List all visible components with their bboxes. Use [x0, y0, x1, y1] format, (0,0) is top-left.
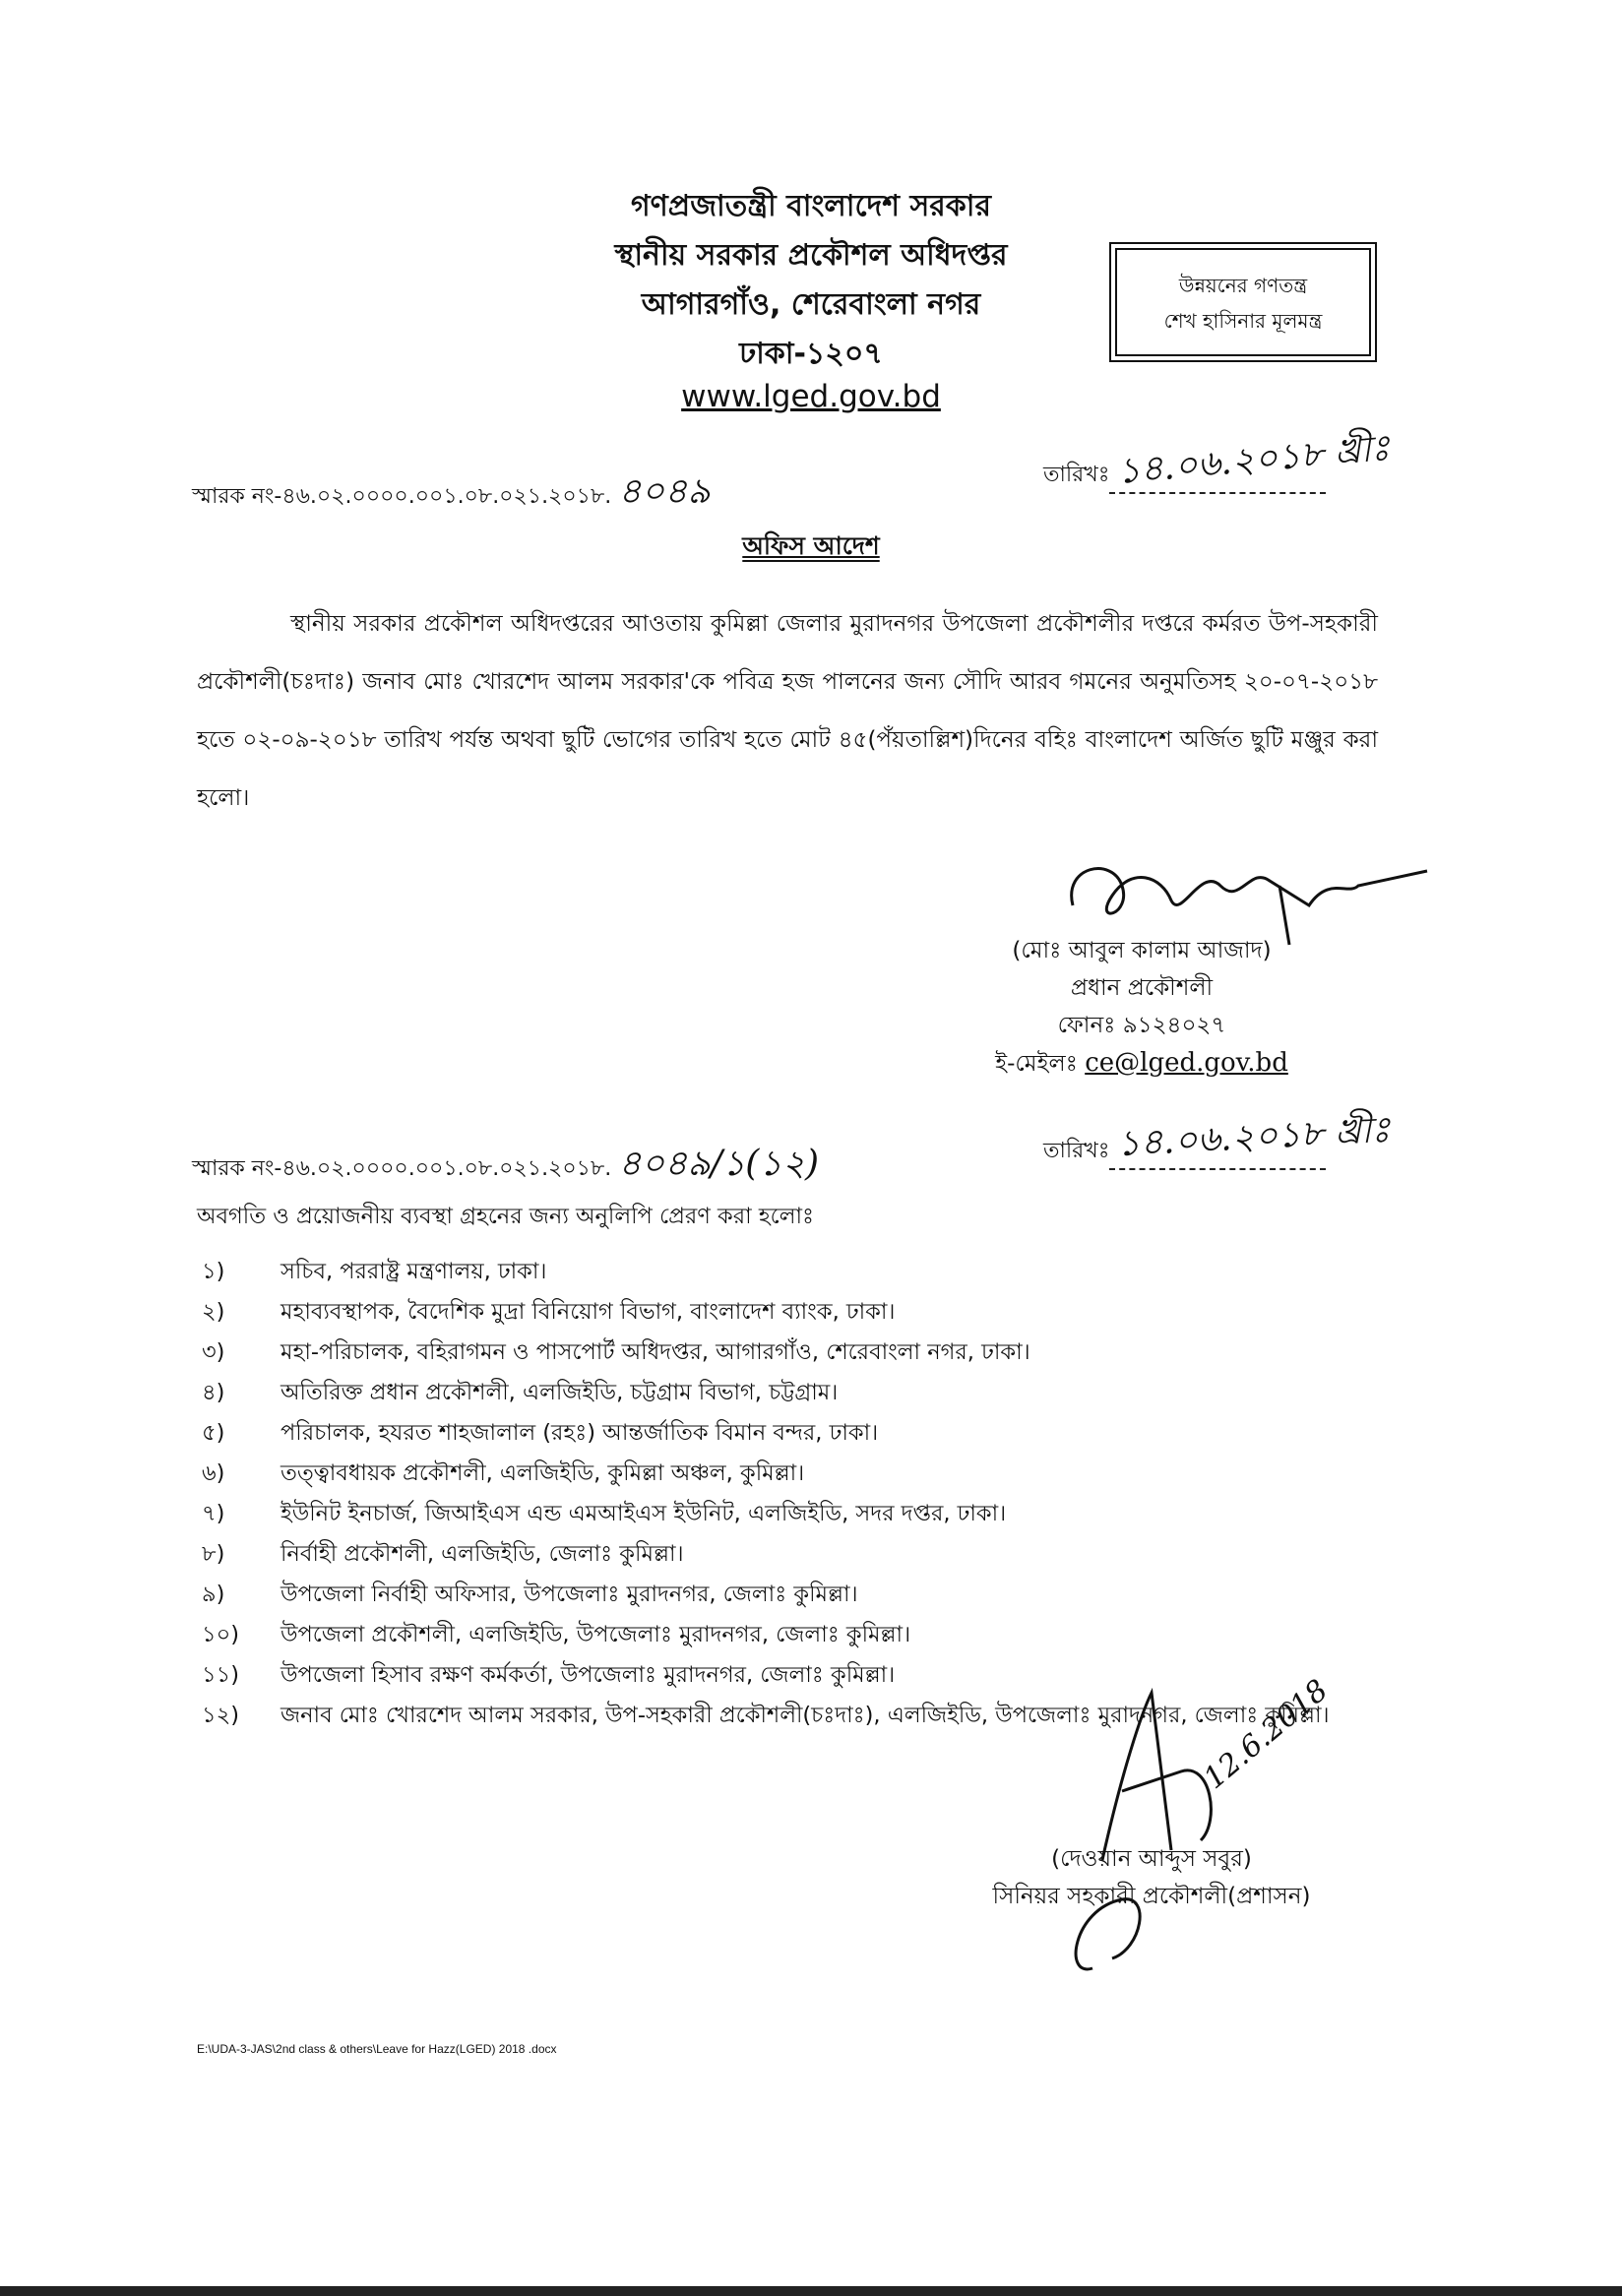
slogan-box	[1115, 248, 1371, 356]
list-item	[202, 1413, 1422, 1454]
slogan-line1: উন্নয়নের গণতন্ত্র	[1178, 274, 1308, 297]
memo-number	[192, 465, 711, 524]
file-path-footer: E:\UDA-3-JAS\2nd class & others\Leave for Hazz(LGED) 2018 .docx	[197, 2042, 557, 2056]
list-item	[202, 1292, 1422, 1333]
list-item-number: ৯)	[202, 1582, 225, 1607]
signatory-1-phone: ফোনঃ ৯১২৪০২৭	[1057, 1013, 1226, 1038]
list-item-text: সচিব, পররাষ্ট্র মন্ত্রণালয়, ঢাকা।	[281, 1259, 547, 1284]
header-govt: গণপ্রজাতন্ত্রী বাংলাদেশ সরকার	[631, 189, 991, 223]
signatory-1-email-label: ই-মেইলঃ	[995, 1051, 1086, 1077]
memo-copy-date-handwritten: ১৪.০৬.২০১৮ খ্রীঃ	[1115, 1109, 1392, 1165]
list-item-text: উপজেলা নির্বাহী অফিসার, উপজেলাঃ মুরাদনগর, জেলাঃ কুমিল্লা।	[281, 1582, 858, 1607]
list-item	[202, 1494, 1422, 1534]
list-item-number: ৮)	[202, 1541, 225, 1567]
signatory-2-name: (দেওয়ান আব্দুস সবুর)	[1051, 1846, 1252, 1872]
list-item-number: ২)	[202, 1299, 225, 1325]
list-item	[202, 1373, 1422, 1413]
header-website-link[interactable]: www.lged.gov.bd	[681, 379, 941, 414]
copy-intro: অবগতি ও প্রয়োজনীয় ব্যবস্থা গ্রহনের জন্য অনুলিপি প্রেরণ করা হলোঃ	[197, 1204, 814, 1229]
list-item	[202, 1534, 1422, 1575]
senior-engineer-signature-date: 12.6.2018	[1197, 1673, 1336, 1796]
signatory-block-2	[935, 1840, 1368, 1915]
list-item-text: ইউনিট ইনচার্জ, জিআইএস এন্ড এমআইএস ইউনিট, এলজিইডি, সদর দপ্তর, ঢাকা।	[281, 1501, 1007, 1526]
list-item-number: ৭)	[202, 1501, 225, 1526]
order-body-text: স্থানীয় সরকার প্রকৌশল অধিদপ্তরের আওতায় কুমিল্লা জেলার মুরাদনগর উপজেলা প্রকৌশলীর দপ্তরে কর্মরত উপ-সহকারী প্রকৌশলী(চঃদাঃ) জনাব মোঃ খোরশেদ আলম সরকার'কে পবিত্র হজ পালনের জন্য সৌদি আরব গমনের অনুমতিসহ ২০-০৭-২০১৮ হতে ০২-০৯-২০১৮ তারিখ পর্যন্ত অথবা ছুটি ভোগের তারিখ হতে মোট ৪৫(পঁয়তাল্লিশ)দিনের বহিঃ বাংলাদেশ অর্জিত ছুটি মঞ্জুর করা হলো।	[197, 611, 1378, 811]
signatory-1-designation: প্রধান প্রকৌশলী	[1070, 975, 1214, 1001]
list-item	[202, 1575, 1422, 1615]
list-item-number: ৪)	[202, 1380, 225, 1405]
signatory-1-name: (মোঃ আবুল কালাম আজাদ)	[1012, 938, 1272, 963]
list-item-number: ১০)	[202, 1622, 240, 1647]
list-item-number: ৫)	[202, 1420, 225, 1446]
list-item-text: উপজেলা হিসাব রক্ষণ কর্মকর্তা, উপজেলাঃ মুরাদনগর, জেলাঃ কুমিল্লা।	[281, 1662, 896, 1688]
signatory-1-email-link[interactable]: ce@lged.gov.bd	[1085, 1048, 1288, 1078]
list-item	[202, 1333, 1422, 1373]
slogan-line2: শেখ হাসিনার মূলমন্ত্র	[1163, 309, 1323, 333]
memo-number-handwritten: ৪০৪৯	[618, 471, 711, 512]
signatory-block-1	[925, 932, 1358, 1083]
list-item-text: তত্ত্বাবধায়ক প্রকৌশলী, এলজিইডি, কুমিল্লা অঞ্চল, কুমিল্লা।	[281, 1460, 805, 1486]
list-item-number: ৬)	[202, 1460, 225, 1486]
list-item-text: নির্বাহী প্রকৌশলী, এলজিইডি, জেলাঃ কুমিল্লা।	[281, 1541, 684, 1567]
list-item-number: ১)	[202, 1259, 225, 1284]
order-body	[197, 595, 1378, 828]
list-item-text: উপজেলা প্রকৌশলী, এলজিইডি, উপজেলাঃ মুরাদনগর, জেলাঃ কুমিল্লা।	[281, 1622, 911, 1647]
list-item-number: ৩)	[202, 1339, 225, 1365]
list-item-number: ১১)	[202, 1662, 239, 1688]
list-item-number: ১২)	[202, 1703, 240, 1728]
list-item-text: মহা-পরিচালক, বহিরাগমন ও পাসপোর্ট অধিদপ্তর, আগারগাঁও, শেরেবাংলা নগর, ঢাকা।	[281, 1339, 1030, 1365]
signatory-2-designation: সিনিয়র সহকারী প্রকৌশলী(প্রশাসন)	[992, 1884, 1311, 1909]
list-item	[202, 1252, 1422, 1292]
header-department: স্থানীয় সরকার প্রকৌশল অধিদপ্তর	[614, 238, 1008, 273]
memo-date-label: তারিখঃ	[1043, 463, 1110, 487]
memo-number-label: স্মারক নং-৪৬.০২.০০০০.০০১.০৮.০২১.২০১৮.	[192, 484, 612, 509]
senior-engineer-signature	[1063, 1653, 1388, 1988]
list-item	[202, 1615, 1422, 1655]
list-item-text: পরিচালক, হযরত শাহজালাল (রহঃ) আন্তর্জাতিক বিমান বন্দর, ঢাকা।	[281, 1420, 879, 1446]
memo-number-copy-label: স্মারক নং-৪৬.০২.০০০০.০০১.০৮.০২১.২০১৮.	[192, 1156, 612, 1181]
list-item-text: অতিরিক্ত প্রধান প্রকৌশলী, এলজিইডি, চট্টগ্রাম বিভাগ, চট্টগ্রাম।	[281, 1380, 839, 1405]
memo-number-copy	[192, 1137, 819, 1196]
memo-date-handwritten: ১৪.০৬.২০১৮ খ্রীঃ	[1115, 427, 1392, 493]
memo-number-copy-handwritten: ৪০৪৯/১(১২)	[618, 1144, 820, 1184]
list-item-text: জনাব মোঃ খোরশেদ আলম সরকার, উপ-সহকারী প্রকৌশলী(চঃদাঃ), এলজিইডি, উপজেলাঃ মুরাদনগর, জেলাঃ কুমিল্লা।	[281, 1703, 1330, 1728]
list-item	[202, 1454, 1422, 1494]
page-title	[0, 527, 1622, 569]
header-city: ঢাকা-১২০৭	[739, 337, 883, 371]
header-address: আগারগাঁও, শেরেবাংলা নগর	[641, 287, 981, 322]
signatory-1-email-row	[925, 1044, 1358, 1083]
page-title-text: অফিস আদেশ	[742, 531, 880, 560]
scan-edge	[0, 2286, 1622, 2296]
memo-copy-date-label: তারিখঃ	[1043, 1139, 1110, 1163]
list-item-text: মহাব্যবস্থাপক, বৈদেশিক মুদ্রা বিনিয়োগ বিভাগ, বাংলাদেশ ব্যাংক, ঢাকা।	[281, 1299, 896, 1325]
